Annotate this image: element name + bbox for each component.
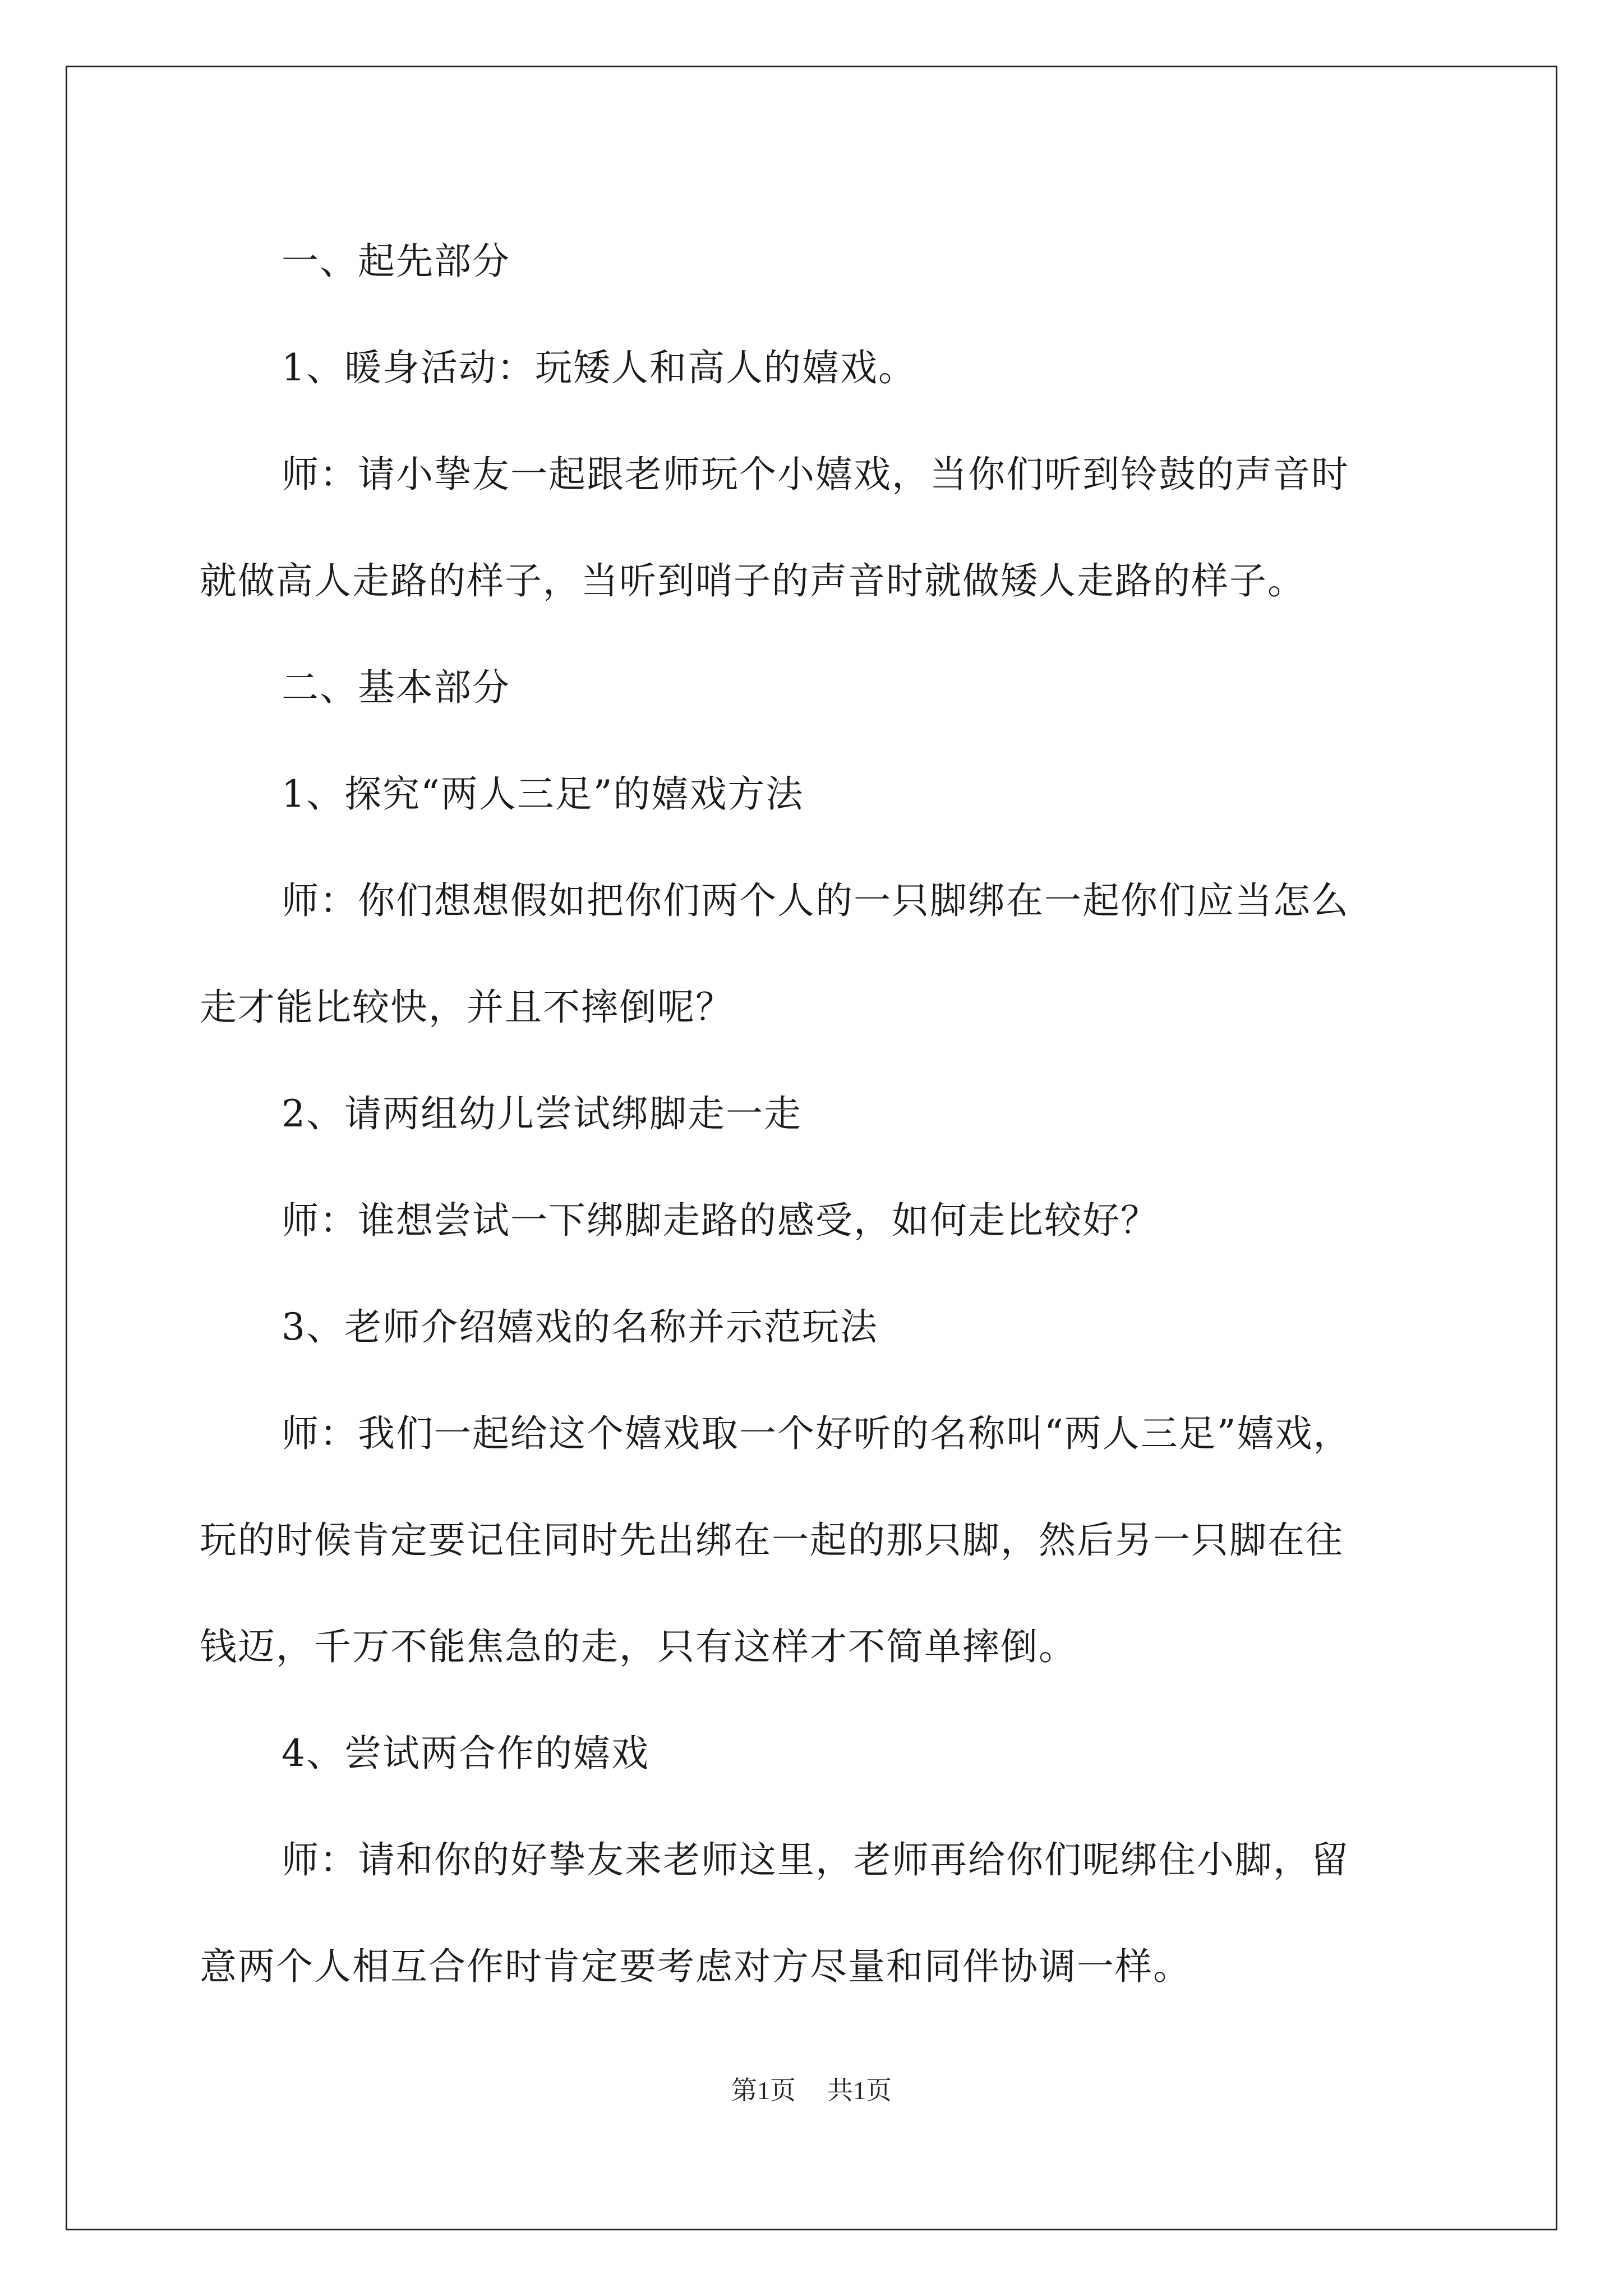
paragraph: 就做高人走路的样子，当听到哨子的声音时就做矮人走路的样子。 <box>200 559 1306 602</box>
paragraph: 1、暖身活动：玩矮人和高人的嬉戏。 <box>282 346 916 389</box>
paragraph: 4、尝试两合作的嬉戏 <box>282 1732 649 1775</box>
paragraph: 玩的时候肯定要记住同时先出绑在一起的那只脚，然后另一只脚在往 <box>200 1519 1344 1562</box>
paragraph: 3、老师介绍嬉戏的名称并示范玩法 <box>282 1305 878 1349</box>
page-footer <box>0 2070 1623 2107</box>
paragraph: 2、请两组幼儿尝试绑脚走一走 <box>282 1092 802 1135</box>
paragraph: 师：你们想想假如把你们两个人的一只脚绑在一起你们应当怎么 <box>282 879 1349 922</box>
paragraph: 钱迈，千万不能焦急的走，只有这样才不简单摔倒。 <box>200 1625 1077 1668</box>
page-number: 第1页 <box>731 2076 796 2105</box>
paragraph: 师：请小挚友一起跟老师玩个小嬉戏，当你们听到铃鼓的声音时 <box>282 453 1349 496</box>
document-body <box>200 208 1428 2020</box>
paragraph: 走才能比较快，并且不摔倒呢？ <box>200 986 734 1029</box>
paragraph: 二、基本部分 <box>282 666 510 709</box>
paragraph: 1、探究“两人三足”的嬉戏方法 <box>282 772 804 816</box>
paragraph: 师：请和你的好挚友来老师这里，老师再给你们呢绑住小脚，留 <box>282 1838 1349 1881</box>
paragraph: 师：谁想尝试一下绑脚走路的感受，如何走比较好？ <box>282 1199 1159 1242</box>
paragraph: 一、起先部分 <box>282 240 510 283</box>
paragraph: 意两个人相互合作时肯定要考虑对方尽量和同伴协调一样。 <box>200 1945 1191 1988</box>
paragraph: 师：我们一起给这个嬉戏取一个好听的名称叫“两人三足”嬉戏， <box>282 1412 1352 1455</box>
page-total: 共1页 <box>827 2076 892 2105</box>
